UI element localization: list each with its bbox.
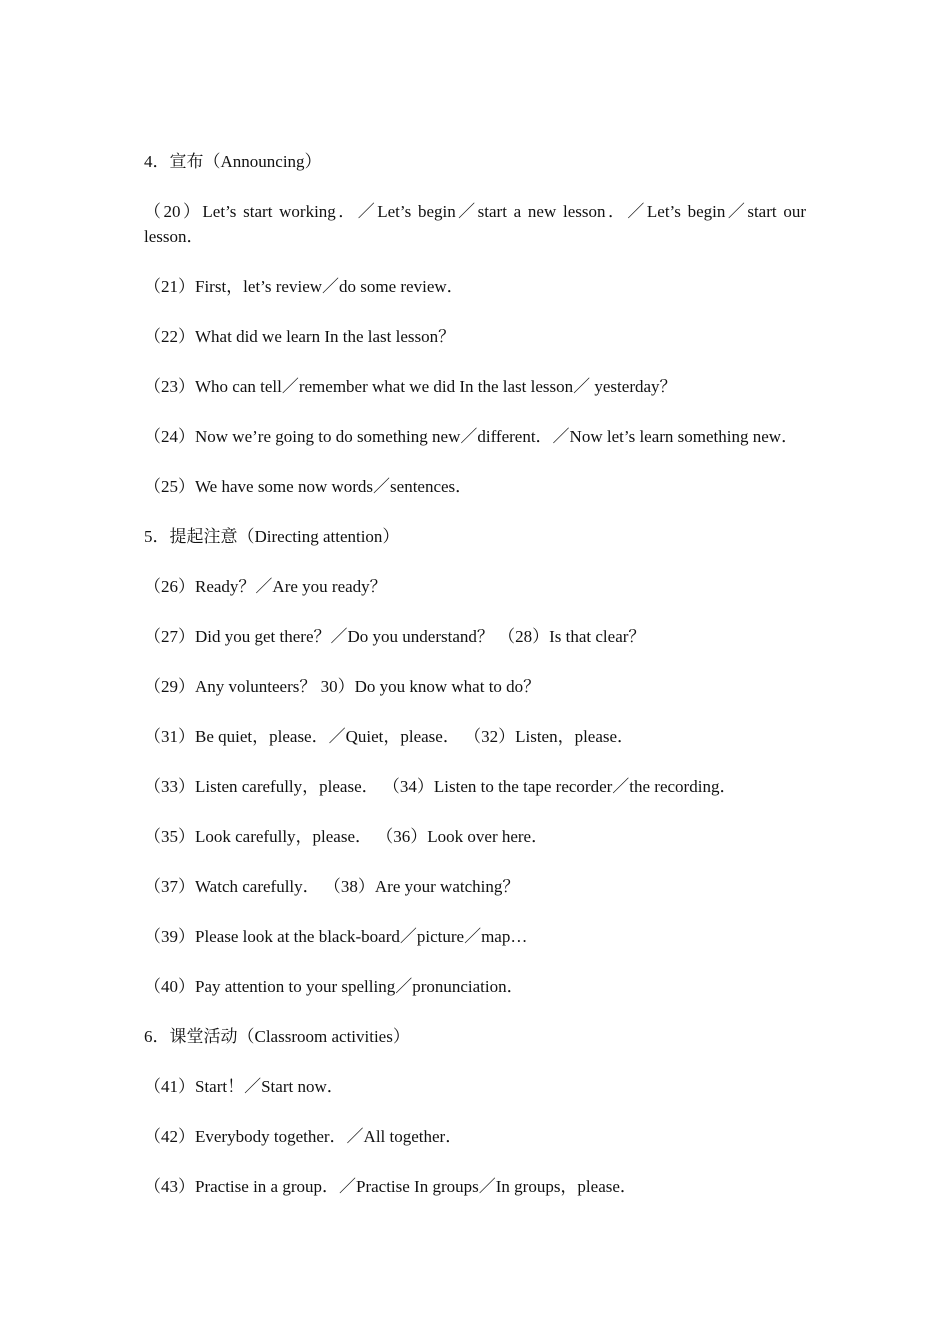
document-body: [144, 149, 811, 1224]
phrase-item-35-36: （35）Look carefully，please． （36）Look over here．: [144, 827, 549, 846]
phrase-item-21: （21）First，let’s review／do some review．: [144, 277, 464, 296]
phrase-item-43: （43）Practise in a group．／Practise In groups／In groups，please．: [144, 1177, 637, 1196]
phrase-item-40: （40）Pay attention to your spelling／pronunciation．: [144, 977, 524, 996]
phrase-item-42: （42）Everybody together．／All together．: [144, 1127, 463, 1146]
section-heading-directing-attention: 5．提起注意（Directing attention）: [144, 527, 400, 546]
section-heading-classroom-activities: 6．课堂活动（Classroom activities）: [144, 1027, 410, 1046]
phrase-item-31-32: （31）Be quiet，please．／Quiet，please． （32）Listen，please．: [144, 727, 635, 746]
phrase-item-22: （22）What did we learn In the last lesson？: [144, 327, 456, 346]
phrase-item-24: （24）Now we’re going to do something new／different．／Now let’s learn something new．: [144, 427, 799, 446]
phrase-item-20: （20）Let’s start working．／Let’s begin／start a new lesson．／Let’s begin／start our lesson．: [144, 202, 811, 246]
phrase-item-41: （41）Start！／Start now．: [144, 1077, 344, 1096]
phrase-item-25: （25）We have some now words／sentences．: [144, 477, 473, 496]
phrase-item-23: （23）Who can tell／remember what we did In the last lesson／ yesterday？: [144, 377, 677, 396]
phrase-item-27-28: （27）Did you get there？／Do you understand？ （28）Is that clear？: [144, 627, 646, 646]
phrase-item-29-30: （29）Any volunteers？ 30）Do you know what to do？: [144, 677, 541, 696]
phrase-item-37-38: （37）Watch carefully． （38）Are your watching？: [144, 877, 520, 896]
phrase-item-26: （26）Ready？／Are you ready？: [144, 577, 387, 596]
phrase-item-39: （39）Please look at the black-board／picture／map…: [144, 927, 528, 946]
section-heading-announcing: 4．宣布（Announcing）: [144, 152, 322, 171]
phrase-item-33-34: （33）Listen carefully，please． （34）Listen to the tape recorder／the recording．: [144, 777, 737, 796]
